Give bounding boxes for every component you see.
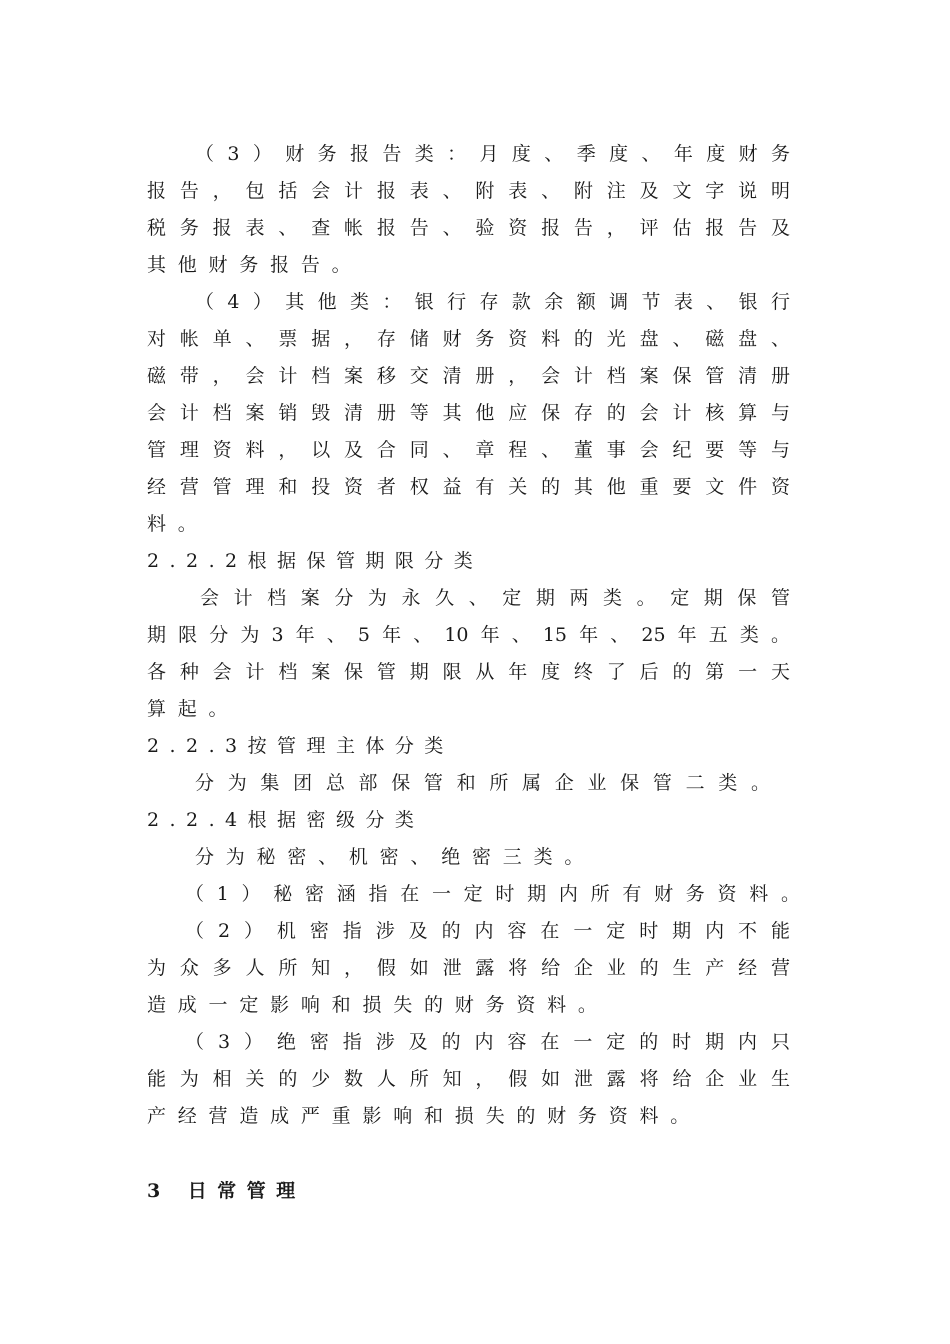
paragraph-line: （2）机密指涉及的内容在一定时期内不能 [185, 920, 790, 942]
paragraph-line: 造成一定影响和损失的财务资料。 [147, 994, 609, 1016]
paragraph-line: 报告，包括会计报表、附表、附注及文字说明 [147, 180, 790, 202]
paragraph-line: 料。 [147, 513, 209, 535]
paragraph-line: 会计档案分为永久、定期两类。定期保管 [200, 587, 790, 609]
paragraph-line: 算起。 [147, 698, 240, 720]
paragraph-line: 分为秘密、机密、绝密三类。 [195, 846, 596, 868]
paragraph-line: 管理资料，以及合同、章程、董事会纪要等与 [147, 439, 790, 461]
paragraph-line: （1）秘密涵指在一定时期内所有财务资料。 [185, 883, 800, 905]
paragraph-line: 能为相关的少数人所知，假如泄露将给企业生 [147, 1068, 790, 1090]
paragraph-line: 经营管理和投资者权益有关的其他重要文件资 [147, 476, 790, 498]
paragraph-line: （3）财务报告类：月度、季度、年度财务 [195, 143, 790, 165]
paragraph-line: （3）绝密指涉及的内容在一定的时期内只 [185, 1031, 790, 1053]
paragraph-line: 对帐单、票据，存储财务资料的光盘、磁盘、 [147, 328, 790, 350]
paragraph-line: （4）其他类：银行存款余额调节表、银行 [195, 291, 790, 313]
paragraph-line: 磁带，会计档案移交清册，会计档案保管清册 [147, 365, 790, 387]
paragraph-line: 分为集团总部保管和所属企业保管二类。 [195, 772, 770, 794]
subsection-heading: 2.2.2根据保管期限分类 [147, 550, 484, 572]
subsection-heading: 2.2.4根据密级分类 [147, 809, 425, 831]
section-heading: 3 日常管理 [147, 1180, 306, 1202]
paragraph-line: 各种会计档案保管期限从年度终了后的第一天 [147, 661, 790, 683]
paragraph-line: 税务报表、查帐报告、验资报告，评估报告及 [147, 217, 790, 239]
paragraph-line: 会计档案销毁清册等其他应保存的会计核算与 [147, 402, 790, 424]
subsection-heading: 2.2.3按管理主体分类 [147, 735, 454, 757]
paragraph-line: 产经营造成严重影响和损失的财务资料。 [147, 1105, 702, 1127]
paragraph-line: 期限分为3年、5年、10年、15年、25年五类。 [147, 624, 790, 646]
paragraph-line: 为众多人所知，假如泄露将给企业的生产经营 [147, 957, 790, 979]
paragraph-line: 其他财务报告。 [147, 254, 363, 276]
